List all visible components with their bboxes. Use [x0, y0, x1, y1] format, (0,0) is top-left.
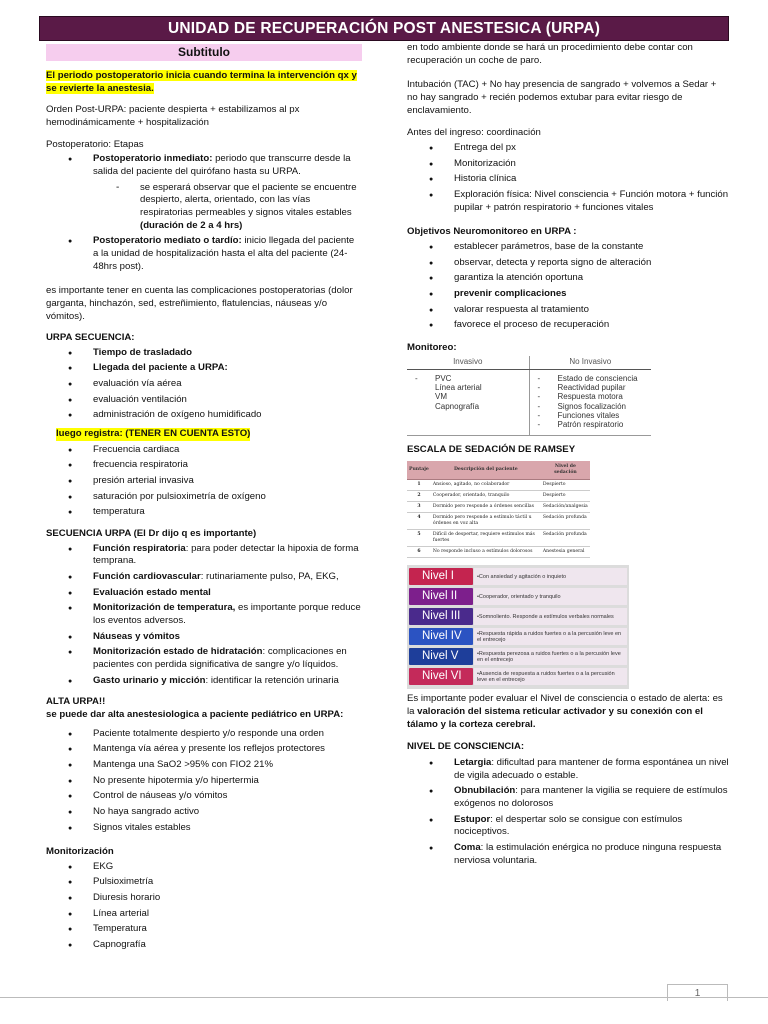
table-row: 4 Dormido pero responde a estímulo táctil u órdenes en voz alta Sedación profunda: [407, 513, 590, 530]
complicaciones-paragraph: es importante tener en cuenta las complicaciones postoperatorias (dolor garganta, hinchazón, sed, estreñimiento, flatulencias, náuseas y/o vómitos).: [46, 285, 353, 322]
document-title: UNIDAD DE RECUPERACIÓN POST ANESTESICA (URPA): [39, 16, 729, 41]
list-item: ● No haya sangrado activo: [46, 806, 362, 819]
alta-text: se puede dar alta anestesiologica a paciente pediátrico en URPA:: [46, 708, 344, 720]
list-item: - se esperará observar que el paciente se encuentre despierto, alerta, orientado, con las vías respiratorias permeables y signos vitales estables (duración de 2 a 4 hrs): [46, 182, 362, 233]
ramsey-table: [407, 461, 590, 559]
list-item: ● Pulsioximetría: [46, 876, 362, 889]
left-column: [46, 44, 362, 961]
list-item: ● evaluación ventilación: [46, 394, 362, 407]
list-item: ● Gasto urinario y micción: identificar la retención urinaria: [46, 675, 362, 688]
table-row: 5 Difícil de despertar, requiere estímulos más fuertes Sedación profunda: [407, 530, 590, 547]
objetivos-heading: Objetivos Neuromonitoreo en URPA :: [407, 226, 577, 238]
list-item: ● Diuresis horario: [46, 892, 362, 905]
list-item: ● Exploración física: Nivel consciencia + Función motora + función pupilar + patrón respiratorio + funciones vitales: [407, 189, 729, 214]
table-row: 2 Cooperador, orientado, tranquilo Despierto: [407, 490, 590, 501]
nivel-tag: Nivel V: [409, 648, 473, 665]
list-item: ● Obnubilación: para mantener la vigilia se requiere de estímulos exógenos no dolorosos: [407, 785, 729, 810]
list-item: ● garantiza la atención oportuna: [407, 272, 729, 285]
ingreso-list: [407, 142, 729, 214]
intro-paragraph: El periodo postoperatorio inicia cuando termina la intervención qx y se revierte la anestesia.: [46, 70, 357, 94]
secuencia-heading: URPA SECUENCIA:: [46, 332, 135, 344]
nivel-desc: •Con ansiedad y agitación o inquieto: [474, 568, 627, 585]
list-item: ● Función respiratoria: para poder detectar la hipoxia de forma temprana.: [46, 543, 362, 568]
list-item: ● Monitorización de temperatura, es importante porque reduce los eventos adversos.: [46, 602, 362, 627]
list-item: ● EKG: [46, 861, 362, 874]
etapas-heading: Postoperatorio: Etapas: [46, 138, 144, 150]
list-item: ● Frecuencia cardiaca: [46, 444, 362, 457]
nivel-row: [409, 647, 627, 666]
registra-heading: luego registra: (TENER EN CUENTA ESTO): [56, 428, 251, 440]
nivel-row: [409, 587, 627, 606]
monitoreo-heading: Monitoreo:: [407, 341, 457, 353]
nivel-tag: Nivel II: [409, 588, 473, 605]
ingreso-heading: Antes del ingreso: coordinación: [407, 127, 541, 139]
table-row: 6 No responde incluso a estímulos dolorosos Anestesia general: [407, 547, 590, 558]
list-item: ● administración de oxígeno humidificado: [46, 409, 362, 422]
list-item: ● establecer parámetros, base de la constante: [407, 241, 729, 254]
etapas-list: [46, 153, 362, 178]
list-item: ● Función cardiovascular: rutinariamente pulso, PA, EKG,: [46, 571, 362, 584]
invasivo-cell: - PVC Línea arterial VM Capnografía: [407, 370, 529, 436]
nivel-desc: •Respuesta rápida a ruidos fuertes o a la percusión leve en el entrecejo: [474, 628, 627, 645]
list-item: ● saturación por pulsioximetría de oxígeno: [46, 491, 362, 504]
list-item: ● Control de náuseas y/o vómitos: [46, 790, 362, 803]
list-item: ● Entrega del px: [407, 142, 729, 155]
list-item: ● prevenir complicaciones: [407, 288, 729, 301]
nivel-desc: •Ausencia de respuesta a ruidos fuertes o a la percusión leve en el entrecejo: [474, 668, 627, 685]
alerta-paragraph: Es importante poder evaluar el Nivel de consciencia o estado de alerta: es la valoración del sistema reticular activador y su conexión con el tálamo y la corteza cerebral.: [407, 693, 723, 730]
nivel-tag: Nivel IV: [409, 628, 473, 645]
table-header: Puntaje: [407, 461, 431, 480]
list-item: ● valorar respuesta al tratamiento: [407, 304, 729, 317]
ramsey-heading: ESCALA DE SEDACIÓN DE RAMSEY: [407, 444, 576, 456]
list-item: ● Mantenga una SaO2 >95% con FIO2 21%: [46, 759, 362, 772]
etapa1-sublist: [46, 182, 362, 233]
secuencia2-list: [46, 543, 362, 688]
orden-paragraph: Orden Post-URPA: paciente despierta + estabilizamos al px hemodinámicamente + hospitalización: [46, 104, 300, 128]
list-item: ● Temperatura: [46, 923, 362, 936]
nivel-tag: Nivel VI: [409, 668, 473, 685]
list-item: ● Letargia: dificultad para mantener de forma espontánea un nivel de vigila adecuado o estable.: [407, 757, 729, 782]
list-item: ● Monitorización estado de hidratación: complicaciones en pacientes con perdida significativa de sangre y/o líquidos.: [46, 646, 362, 671]
list-item: ● Historia clínica: [407, 173, 729, 186]
consciencia-heading: NIVEL DE CONSCIENCIA:: [407, 741, 525, 753]
registra-list: [46, 444, 362, 519]
consciencia-list: [407, 757, 729, 867]
secuencia-list: [46, 347, 362, 422]
list-item: ● Línea arterial: [46, 908, 362, 921]
secuencia2-heading: SECUENCIA URPA (El Dr dijo q es importante): [46, 528, 257, 540]
list-item: ● Llegada del paciente a URPA:: [46, 362, 362, 375]
list-item: ● Signos vitales estables: [46, 822, 362, 835]
list-item: ● Mantenga vía aérea y presente los reflejos protectores: [46, 743, 362, 756]
list-item: ● Postoperatorio mediato o tardío: inicio llegada del paciente a la unidad de hospitalización hasta el alta del paciente (24-48hrs post).: [46, 235, 362, 273]
list-item: ● evaluación vía aérea: [46, 378, 362, 391]
monitorizacion-list: [46, 861, 362, 952]
monitorizacion-heading: Monitorización: [46, 846, 114, 858]
nivel-row: [409, 627, 627, 646]
right-column: [407, 42, 729, 876]
list-item: ● temperatura: [46, 506, 362, 519]
nivel-desc: •Somnoliento. Responde a estímulos verbales normales: [474, 608, 627, 625]
table-row: 1 Ansioso, agitado, no colaborador Despierto: [407, 479, 590, 490]
list-item: ● observar, detecta y reporta signo de alteración: [407, 257, 729, 270]
subtitle: Subtitulo: [46, 44, 362, 61]
list-item: ● Postoperatorio inmediato: periodo que transcurre desde la salida del paciente del quirófano hasta su URPA.: [46, 153, 362, 178]
table-header: Nivel de sedación: [541, 461, 590, 480]
table-header: Descripción del paciente: [431, 461, 541, 480]
list-item: ● Tiempo de trasladado: [46, 347, 362, 360]
monitoreo-table: [407, 356, 651, 436]
alta-list: [46, 728, 362, 835]
table-header: Invasivo: [407, 356, 529, 369]
list-item: ● Paciente totalmente despierto y/o responde una orden: [46, 728, 362, 741]
nivel-row: [409, 607, 627, 626]
list-item: ● Monitorización: [407, 158, 729, 171]
footer-divider: [0, 997, 768, 998]
alta-heading: ALTA URPA!!: [46, 696, 106, 708]
list-item: ● frecuencia respiratoria: [46, 459, 362, 472]
list-item: ● Coma: la estimulación enérgica no produce ninguna respuesta nerviosa voluntaria.: [407, 842, 729, 867]
nivel-row: [409, 567, 627, 586]
nivel-desc: •Respuesta perezosa a ruidos fuertes o a la percusión leve en el entrecejo: [474, 648, 627, 665]
etapas-list-2: [46, 235, 362, 273]
ambiente-paragraph: en todo ambiente donde se hará un procedimiento debe contar con recuperación un coche de paro.: [407, 42, 693, 66]
nivel-tag: Nivel III: [409, 608, 473, 625]
list-item: ● Capnografía: [46, 939, 362, 952]
list-item: ● presión arterial invasiva: [46, 475, 362, 488]
no-invasivo-cell: - Estado de consciencia - Reactividad pupilar - Respuesta motora - Signos focalización - Funciones vitales - Patrón respiratorio: [529, 370, 651, 436]
nivel-tag: Nivel I: [409, 568, 473, 585]
list-item: ● Estupor: el despertar solo se consigue con estímulos nociceptivos.: [407, 814, 729, 839]
objetivos-list: [407, 241, 729, 332]
page-number: 1: [667, 984, 728, 1001]
niveles-graphic: [407, 565, 629, 689]
table-row: 3 Dormido pero responde a órdenes sencillas Sedación/analgesia: [407, 502, 590, 513]
nivel-desc: •Cooperador, orientado y tranquilo: [474, 588, 627, 605]
nivel-row: [409, 667, 627, 686]
list-item: ● No presente hipotermia y/o hipertermia: [46, 775, 362, 788]
intubacion-paragraph: Intubación (TAC) + No hay presencia de sangrado + volvemos a Sedar + no hay sangrado + recién podemos extubar para evitar riesgo de enclavamiento.: [407, 79, 717, 116]
table-header: No Invasivo: [529, 356, 651, 369]
list-item: ● Evaluación estado mental: [46, 587, 362, 600]
list-item: ● Náuseas y vómitos: [46, 631, 362, 644]
list-item: ● favorece el proceso de recuperación: [407, 319, 729, 332]
